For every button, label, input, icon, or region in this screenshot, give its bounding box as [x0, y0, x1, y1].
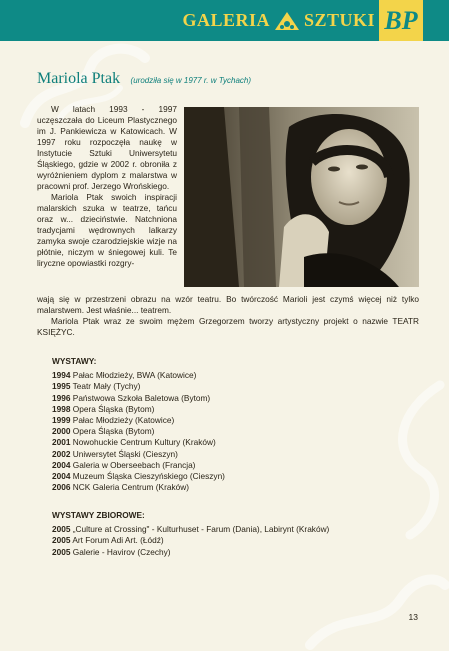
- group-exhibitions-list: [52, 524, 329, 558]
- brand-word-1: GALERIA: [182, 10, 270, 30]
- bio-paragraph-2b: wają się w przestrzeni obrazu na wzór teatru. Bo twórczość Marioli jest czymś więcej niż tylko malarstwem. Jest właśnie... teatrem.: [37, 294, 419, 315]
- artist-photo: [184, 107, 419, 287]
- group-exhibitions-section: [52, 510, 329, 558]
- exhibition-venue: Art Forum Adi Art. (Łódź): [72, 535, 164, 546]
- exhibition-year: 1999: [52, 415, 71, 426]
- exhibition-item: [52, 393, 225, 404]
- background-ornament-bottom-icon: [300, 560, 449, 651]
- exhibition-venue: Muzeum Śląska Cieszyńskiego (Cieszyn): [72, 471, 225, 482]
- exhibition-year: 2004: [52, 459, 71, 470]
- exhibition-venue: Galerie - Havirov (Czechy): [72, 546, 171, 557]
- exhibition-item: [52, 524, 329, 535]
- group-exhibitions-heading: WYSTAWY ZBIOROWE:: [52, 510, 145, 520]
- exhibition-venue: Pałac Młodzieży, BWA (Katowice): [72, 370, 197, 381]
- exhibition-year: 2006: [52, 482, 71, 493]
- bio-paragraph-3: Mariola Ptak wraz ze swoim mężem Grzegorzem tworzy artystyczny projekt o nazwie TEATR KSIĘŻYC.: [37, 316, 419, 337]
- exhibition-item: [52, 370, 225, 381]
- exhibition-venue: Państwowa Szkoła Baletowa (Bytom): [72, 392, 211, 403]
- exhibition-venue: Nowohuckie Centrum Kultury (Kraków): [72, 437, 216, 448]
- exhibition-item: [52, 471, 225, 482]
- exhibition-year: 2005: [52, 546, 71, 557]
- exhibition-item: [52, 449, 225, 460]
- bp-logo: [379, 0, 423, 41]
- exhibition-year: 1998: [52, 403, 71, 414]
- exhibition-item: [52, 482, 225, 493]
- exhibition-year: 2005: [52, 524, 71, 535]
- exhibition-item: [52, 404, 225, 415]
- exhibition-year: 2004: [52, 471, 71, 482]
- exhibition-item: [52, 437, 225, 448]
- bio-left-column: [37, 104, 177, 269]
- exhibitions-heading: WYSTAWY:: [52, 356, 97, 366]
- gallery-brand: [182, 10, 375, 31]
- brand-word-2: SZTUKI: [303, 10, 375, 30]
- exhibition-year: 1995: [52, 381, 71, 392]
- brand-triangle-logo-icon: [274, 11, 300, 31]
- exhibition-year: 2002: [52, 448, 71, 459]
- exhibition-venue: NCK Galeria Centrum (Kraków): [72, 482, 189, 493]
- exhibition-year: 2000: [52, 426, 71, 437]
- exhibition-item: [52, 535, 329, 546]
- exhibitions-section: [52, 356, 225, 493]
- exhibition-venue: Opera Śląska (Bytom): [72, 403, 155, 414]
- exhibition-item: [52, 381, 225, 392]
- bio-paragraph-2a: Mariola Ptak swoich inspiracji malarskich szuka w teatrze, tańcu oraz w... dzieciństwie. Natchniona tradycjami wędrownych lalkarzy zamyka swoje czarodziejskie wizje na płótnie, niczym w śniegowej kuli. Te liryczne opowiastki rozgry-: [37, 192, 177, 268]
- bio-full-column: [37, 294, 419, 338]
- bio-paragraph-1: W latach 1993 - 1997 uczęszczała do Liceum Plastycznego im J. Pankiewicza w Katowicach. W 1997 roku rozpoczęła naukę w Instytucie Sztuki Uniwersytetu Śląskiego, gdzie w 2002 r. obroniła z wyróżnieniem dyplom z malarstwa w pracowni prof. Jerzego Wrońskiego.: [37, 104, 177, 191]
- artist-name: Mariola Ptak: [37, 70, 121, 87]
- bp-logo-text: BP: [384, 5, 418, 35]
- background-ornament-right-icon: [380, 380, 449, 540]
- exhibition-item: [52, 415, 225, 426]
- exhibition-item: [52, 547, 329, 558]
- exhibition-year: 1994: [52, 370, 71, 381]
- exhibitions-list: [52, 370, 225, 493]
- exhibition-venue: Uniwersytet Śląski (Cieszyn): [72, 448, 178, 459]
- exhibition-year: 2001: [52, 437, 71, 448]
- exhibition-venue: „Culture at Crossing" - Kulturhuset - Farum (Dania), Labirynt (Kraków): [72, 524, 330, 535]
- artist-birth-note: (urodziła się w 1977 r. w Tychach): [130, 76, 252, 85]
- exhibition-venue: Pałac Młodzieży (Katowice): [72, 415, 175, 426]
- page-number: 13: [408, 612, 418, 622]
- exhibition-venue: Opera Śląska (Bytom): [72, 426, 155, 437]
- exhibition-item: [52, 426, 225, 437]
- exhibition-venue: Teatr Mały (Tychy): [72, 381, 141, 392]
- exhibition-venue: Galeria w Oberseebach (Francja): [72, 459, 196, 470]
- exhibition-item: [52, 460, 225, 471]
- exhibition-year: 2005: [52, 535, 71, 546]
- exhibition-year: 1996: [52, 392, 71, 403]
- artist-title: [37, 70, 251, 88]
